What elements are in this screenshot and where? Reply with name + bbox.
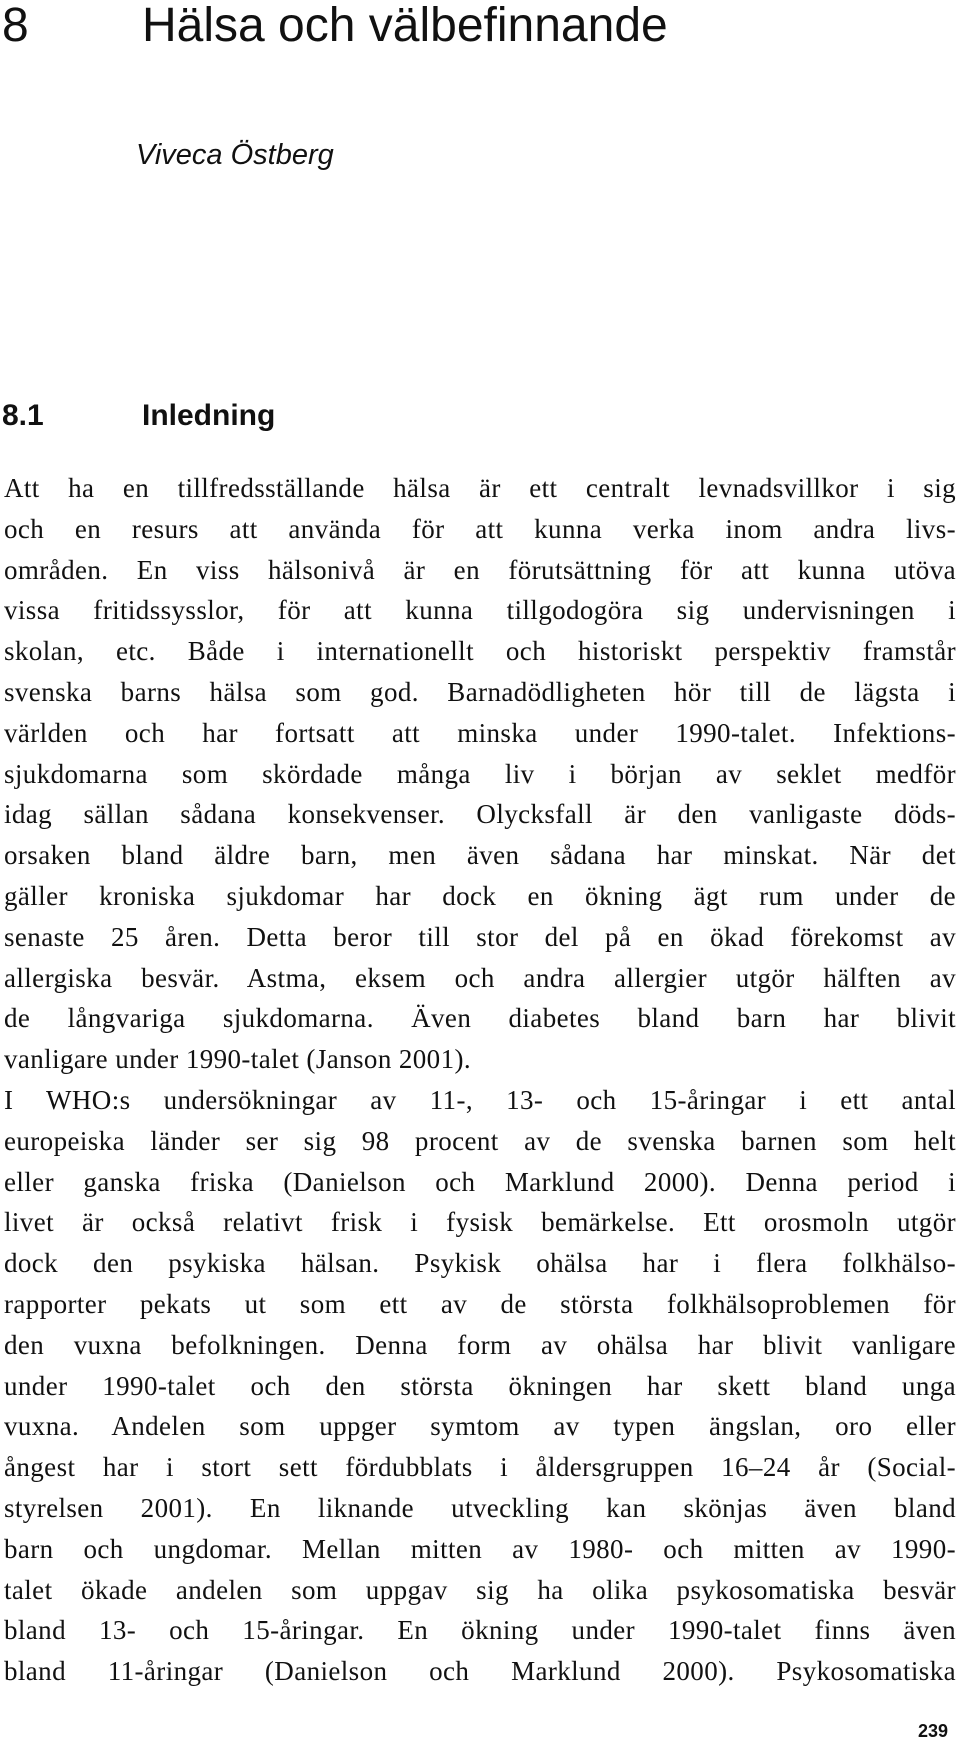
text-line: eller ganska friska (Danielson och Marklund 2000). Denna period i (4, 1166, 956, 1197)
text-line: Att ha en tillfredsställande hälsa är ett centralt levnadsvillkor i sig (4, 473, 956, 503)
text-line: I WHO:s undersökningar av 11-, 13- och 15-åringar i ett antal (4, 1084, 956, 1115)
text-line: orsaken bland äldre barn, men även sådana har minskat. När det (4, 840, 956, 871)
text-line: världen och har fortsatt att minska under 1990-talet. Infektions- (4, 717, 956, 748)
text-line: europeiska länder ser sig 98 procent av de svenska barnen som helt (4, 1125, 956, 1156)
section-number: 8.1 (2, 399, 44, 432)
chapter-author: Viveca Östberg (136, 139, 334, 171)
text-line: skolan, etc. Både i internationellt och historiskt perspektiv framstår (4, 636, 956, 667)
text-line: bland 13- och 15-åringar. En ökning under 1990-talet finns även (4, 1615, 956, 1646)
section-title-text: Inledning (142, 399, 276, 432)
text-line: gäller kroniska sjukdomar har dock en ökning ägt rum under de (4, 880, 956, 911)
chapter-title (2, 0, 668, 52)
page-number: 239 (917, 1721, 948, 1741)
text-line: vanligare under 1990-talet (Janson 2001). (4, 1044, 472, 1075)
text-line: och en resurs att använda för att kunna verka inom andra livs- (4, 513, 956, 544)
text-line: livet är också relativt frisk i fysisk bemärkelse. Ett orosmoln utgör (4, 1207, 956, 1238)
text-line: sjukdomarna som skördade många liv i början av seklet medför (4, 758, 956, 789)
chapter-number: 8 (2, 0, 29, 52)
section-heading (2, 398, 275, 434)
text-line: områden. En viss hälsonivå är en förutsättning för att kunna utöva (4, 554, 956, 585)
chapter-title-text: Hälsa och välbefinnande (142, 0, 668, 52)
text-line: idag sällan sådana konsekvenser. Olycksfall är den vanligaste döds- (4, 799, 956, 830)
text-line: under 1990-talet och den största ökningen har skett bland unga (4, 1370, 956, 1401)
text-line: senaste 25 åren. Detta beror till stor del på en ökad förekomst av (4, 921, 956, 952)
text-line: de långvariga sjukdomarna. Även diabetes bland barn har blivit (4, 1003, 956, 1034)
text-line: vissa fritidssysslor, för att kunna tillgodogöra sig undervisningen i (4, 595, 956, 626)
text-line: bland 11-åringar (Danielson och Marklund 2000). Psykosomatiska (4, 1656, 956, 1687)
text-line: rapporter pekats ut som ett av de största folkhälsoproblemen för (4, 1288, 956, 1319)
text-line: dock den psykiska hälsan. Psykisk ohälsa har i flera folkhälso- (4, 1248, 956, 1279)
text-line: allergiska besvär. Astma, eksem och andra allergier utgör hälften av (4, 962, 956, 993)
text-line: den vuxna befolkningen. Denna form av ohälsa har blivit vanligare (4, 1329, 956, 1360)
text-line: vuxna. Andelen som uppger symtom av typen ängslan, oro eller (4, 1411, 956, 1442)
text-line: ångest har i stort sett fördubblats i åldersgruppen 16–24 år (Social- (4, 1452, 956, 1483)
body-text (4, 468, 956, 1692)
text-line: svenska barns hälsa som god. Barnadödligheten hör till de lägsta i (4, 676, 956, 707)
text-line: barn och ungdomar. Mellan mitten av 1980- och mitten av 1990- (4, 1533, 956, 1564)
text-line: styrelsen 2001). En liknande utveckling kan skönjas även bland (4, 1492, 956, 1523)
text-line: talet ökade andelen som uppgav sig ha olika psykosomatiska besvär (4, 1574, 956, 1605)
